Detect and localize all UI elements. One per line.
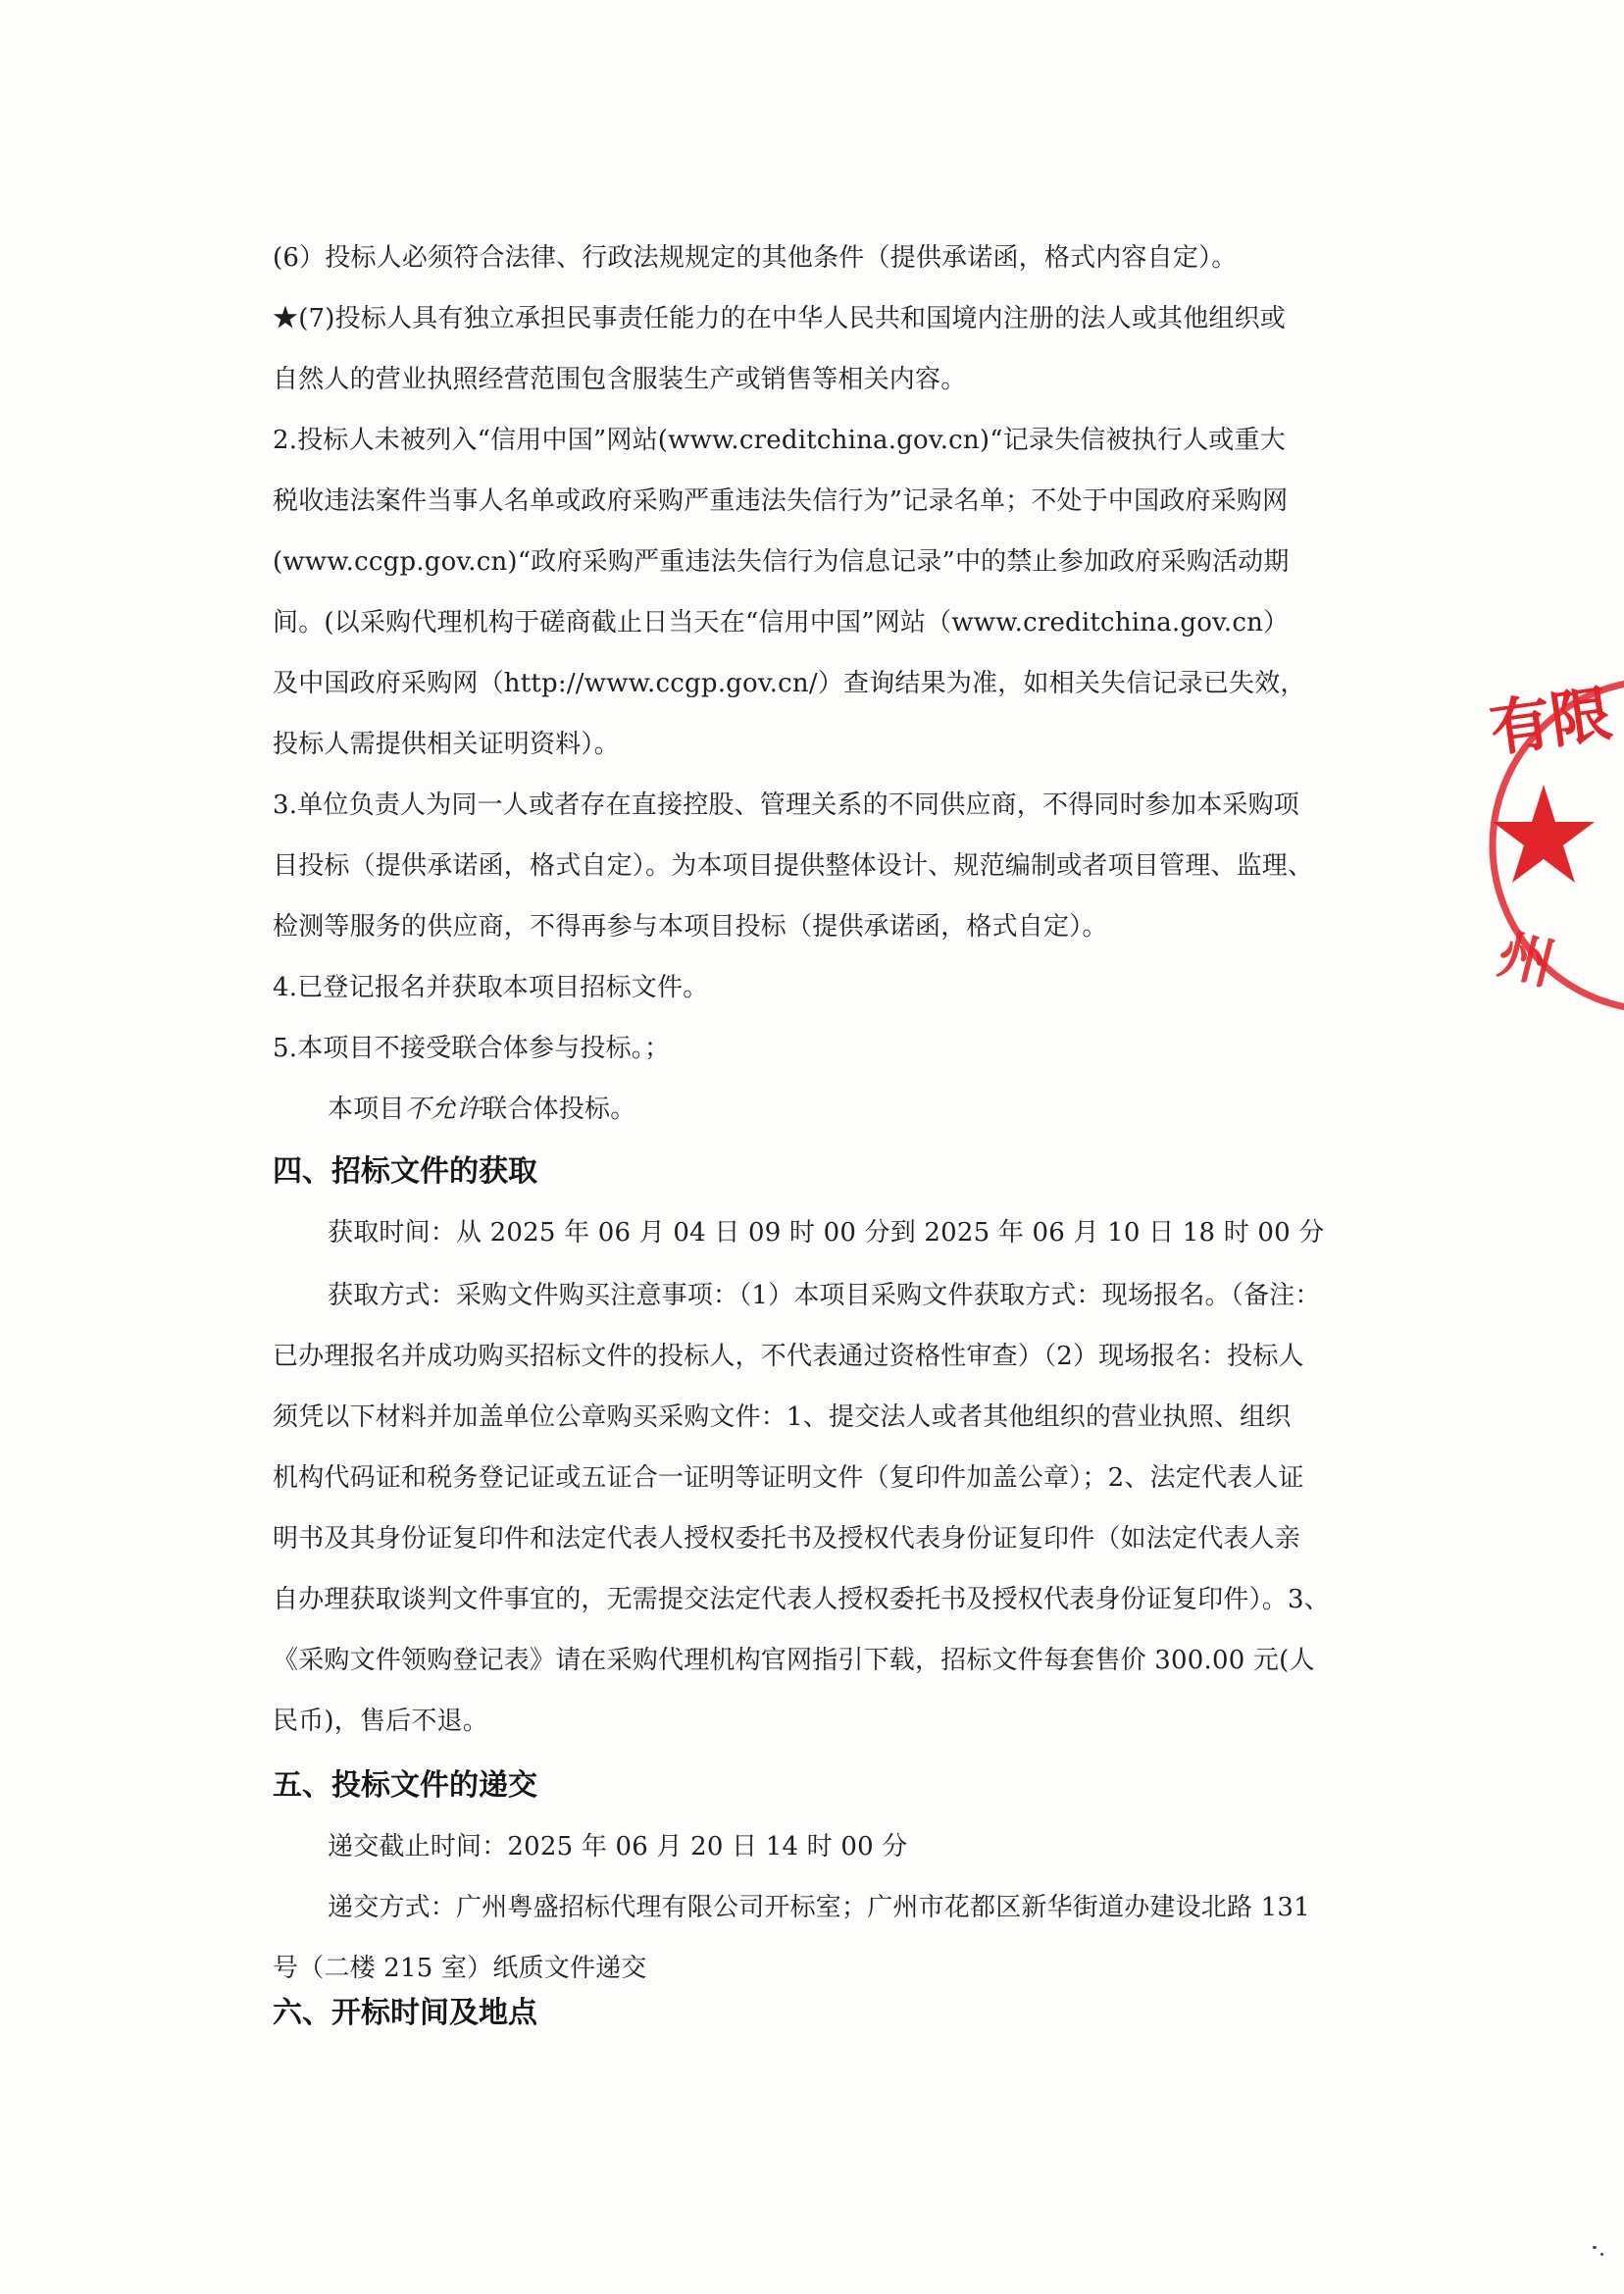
text-line: 机构代码证和税务登记证或五证合一证明等证明文件（复印件加盖公章）；2、法定代表人证 [273,1463,1304,1493]
seal-text-bottom: 州 [1492,922,1561,998]
section-heading-5: 五、投标文件的递交 [273,1768,537,1803]
text-fragment-italic: 不允许 [404,1095,482,1124]
seal-star-icon [1493,785,1595,883]
text-line: 《采购文件领购登记表》请在采购代理机构官网指引下载，招标文件每套售价 300.00 元(人 [273,1646,1315,1675]
text-line: 税收违法案件当事人名单或政府采购严重违法失信行为”记录名单；不处于中国政府采购网 [273,486,1289,516]
text-line: 3.单位负责人为同一人或者存在直接控股、管理关系的不同供应商，不得同时参加本采购项 [273,790,1300,820]
text-fragment: 联合体投标。 [482,1095,636,1124]
text-line: 5.本项目不接受联合体参与投标。； [273,1034,671,1063]
text-line: 已办理报名并成功购买招标文件的投标人，不代表通过资格性审查）（2）现场报名：投标人 [273,1342,1304,1371]
text-line: 递交截止时间：2025 年 06 月 20 日 14 时 00 分 [328,1832,908,1861]
text-line: 及中国政府采购网（http://www.ccgp.gov.cn/）查询结果为准，如相关失信记录已失效， [273,669,1306,698]
text-line: (6）投标人必须符合法律、行政法规规定的其他条件（提供承诺函，格式内容自定）。 [273,243,1238,273]
scan-speck [1600,2253,1603,2256]
text-line: 须凭以下材料并加盖单位公章购买采购文件：1、提交法人或者其他组织的营业执照、组织 [273,1402,1292,1432]
company-seal-stamp [1471,659,1624,1032]
text-line: 检测等服务的供应商，不得再参与本项目投标（提供承诺函，格式自定）。 [273,912,1108,942]
text-line: 民币)，售后不退。 [273,1707,488,1736]
text-line: 目投标（提供承诺函，格式自定）。为本项目提供整体设计、规范编制或者项目管理、监理、 [273,851,1314,881]
scan-speck [1593,2246,1597,2249]
seal-text-top: 有限 [1485,677,1616,766]
text-line: 递交方式：广州粤盛招标代理有限公司开标室；广州市花都区新华街道办建设北路 131 [328,1893,1310,1922]
section-heading-4: 四、招标文件的获取 [273,1154,537,1189]
text-fragment: 本项目 [328,1095,405,1124]
text-line: 自然人的营业执照经营范围包含服装生产或销售等相关内容。 [273,365,967,394]
text-line: 自办理获取谈判文件事宜的，无需提交法定代表人授权委托书及授权代表身份证复印件）。3、 [273,1585,1330,1614]
text-line: 4.已登记报名并获取本项目招标文件。 [273,973,709,1002]
text-line-joint-bid [328,1093,635,1126]
text-line: 2.投标人未被列入“信用中国”网站(www.creditchina.gov.cn)“记录失信被执行人或重大 [273,426,1286,455]
text-line: 获取时间：从 2025 年 06 月 04 日 09 时 00 分到 2025 年 06 月 10 日 18 时 00 分 [328,1218,1325,1248]
text-line: 投标人需提供相关证明资料）。 [273,730,620,759]
text-line: 间。(以采购代理机构于磋商截止日当天在“信用中国”网站（www.creditchina.gov.cn） [273,608,1290,637]
text-line: 获取方式：采购文件购买注意事项：（1）本项目采购文件获取方式：现场报名。（备注： [328,1281,1321,1310]
text-line: 号（二楼 215 室）纸质文件递交 [273,1954,647,1983]
section-heading-6: 六、开标时间及地点 [273,1996,537,2030]
text-line: 明书及其身份证复印件和法定代表人授权委托书及授权代表身份证复印件（如法定代表人亲 [273,1524,1301,1554]
text-line: ★(7)投标人具有独立承担民事责任能力的在中华人民共和国境内注册的法人或其他组织或 [273,304,1287,333]
text-line: (www.ccgp.gov.cn)“政府采购严重违法失信行为信息记录”中的禁止参加政府采购活动期 [273,547,1290,577]
